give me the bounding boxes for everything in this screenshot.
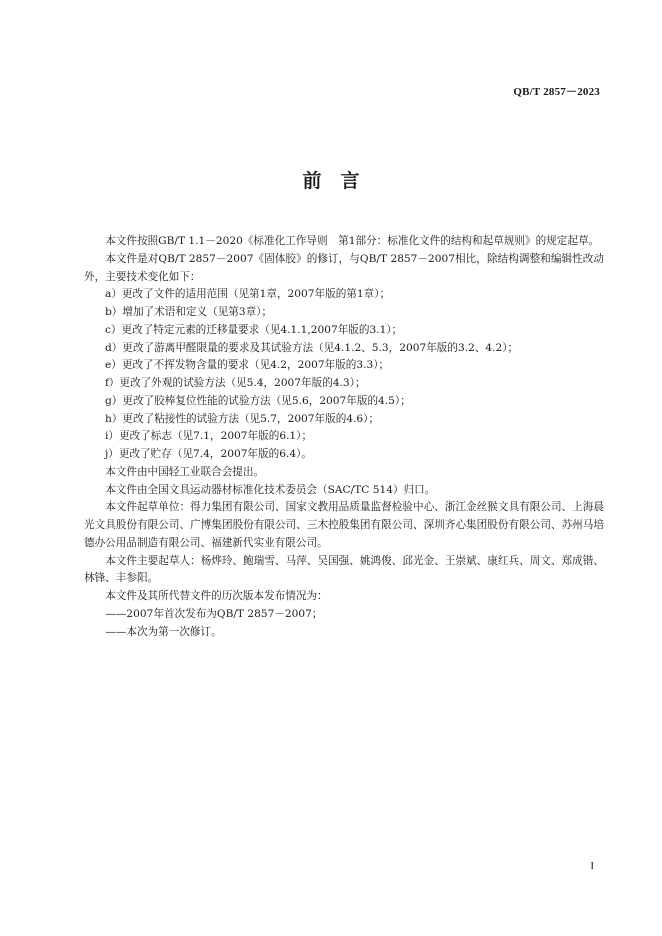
change-item-c: c）更改了特定元素的迁移量要求（见4.1.1,2007年版的3.1）； [105,323,403,336]
proposer-paragraph: 本文件由中国轻工业联合会提出。 [105,465,265,478]
history-list [84,606,604,642]
change-item-g: g）更改了胶棒复位性能的试验方法（见5.6，2007年版的4.5）； [105,394,411,407]
change-item-i: i）更改了标志（见7.1，2007年版的6.1）； [105,430,313,443]
foreword-body [84,233,604,641]
change-item-f: f）更改了外观的试验方法（见5.4，2007年版的4.3）； [105,377,366,389]
page-number: I [590,860,594,872]
change-item-d: d）更改了游离甲醛限量的要求及其试验方法（见4.1.2、5.3，2007年版的3.2、4.2）； [105,341,519,354]
drafters-paragraph: 本文件主要起草人：杨烨玲、鲍瑞雪、马萍、吴国强、姚鸿俊、邱光金、王崇斌、康红兵、周文、郑成锴、林锋、丰参阳。 [84,554,604,585]
standard-code: QB/T 2857－2023 [513,86,600,98]
intro-paragraph-1: 本文件按照GB/T 1.1－2020《标准化工作导则 第1部分：标准化文件的结构和起草规则》的规定起草。 [105,235,600,247]
intro-paragraph-2: 本文件是对QB/T 2857－2007《固体胶》的修订，与QB/T 2857－2007相比，除结构调整和编辑性改动外，主要技术变化如下： [84,252,604,283]
change-item-e: e）更改了不挥发物含量的要求（见4.2，2007年版的3.3）； [105,359,390,372]
change-item-b: b）增加了术语和定义（见第3章）； [105,306,273,318]
change-item-a: a）更改了文件的适用范围（见第1章，2007年版的第1章）； [105,288,391,301]
centralized-paragraph: 本文件由全国文具运动器材标准化技术委员会（SAC/TC 514）归口。 [105,483,436,496]
changes-list [84,286,604,464]
page-title: 前 言 [302,170,360,192]
history-item-2: ——本次为第一次修订。 [105,625,222,638]
history-item-1: ——2007年首次发布为QB/T 2857－2007； [105,607,323,620]
change-item-h: h）更改了粘接性的试验方法（见5.7，2007年版的4.6）； [105,412,380,425]
history-intro-paragraph: 本文件及其所代替文件的历次版本发布情况为： [105,590,328,602]
change-item-j: j）更改了贮存（见7.4，2007年版的6.4）。 [105,448,312,460]
drafting-units-paragraph: 本文件起草单位：得力集团有限公司、国家文教用品质量监督检验中心、浙江金丝猴文具有限公司、上海晨光文具股份有限公司、广博集团股份有限公司、三木控股集团有限公司、深圳齐心集团股份有限公司、苏州马培德办公用品制造有限公司、福建新代实业有限公司。 [84,501,604,549]
